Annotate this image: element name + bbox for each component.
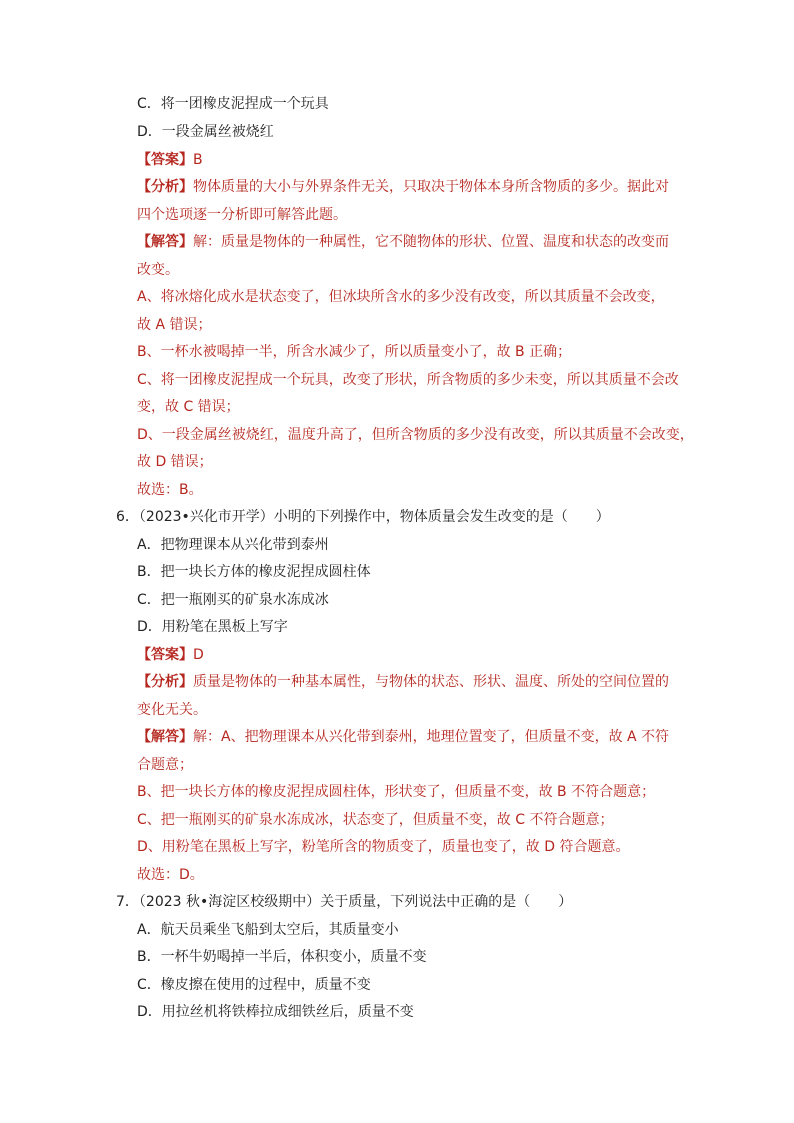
q6-solution-line-2: 合题意； [137, 757, 193, 773]
q7-stem: 7．（2023 秋•海淀区校级期中）关于质量，下列说法中正确的是（ ） [116, 894, 573, 910]
analysis-tag: 【分析】 [137, 674, 193, 690]
solution-tag: 【解答】 [137, 729, 193, 745]
q5-solution-line-1: 【解答】解：质量是物体的一种属性，它不随物体的形状、位置、温度和状态的改变而 [137, 234, 669, 250]
solution-tag: 【解答】 [137, 234, 193, 250]
q5-solution-a-2: 故 A 错误； [137, 317, 212, 333]
q5-solution-a-1: A、将冰熔化成水是状态变了，但冰块所含水的多少没有改变，所以其质量不会改变， [137, 289, 665, 305]
q5-option-c: C．将一团橡皮泥捏成一个玩具 [137, 96, 329, 112]
q6-choose: 故选：D。 [137, 867, 204, 883]
q5-option-d: D．一段金属丝被烧红 [137, 124, 274, 140]
q7-option-d: D．用拉丝机将铁棒拉成细铁丝后，质量不变 [137, 1004, 414, 1020]
answer-value: B [193, 152, 203, 168]
q7-option-a: A．航天员乘坐飞船到太空后，其质量变小 [137, 922, 399, 938]
q6-option-b: B．把一块长方体的橡皮泥捏成圆柱体 [137, 564, 371, 580]
q6-option-c: C．把一瓶刚买的矿泉水冻成冰 [137, 592, 329, 608]
q5-solution-b-1: B、一杯水被喝掉一半，所含水减少了，所以质量变小了，故 B 正确； [137, 344, 572, 360]
q6-stem: 6．（2023•兴化市开学）小明的下列操作中，物体质量会发生改变的是（ ） [116, 509, 610, 525]
q6-solution-d-1: D、用粉笔在黑板上写字，粉笔所含的物质变了，质量也变了，故 D 符合题意。 [137, 839, 630, 855]
analysis-tag: 【分析】 [137, 179, 193, 195]
q6-solution-b-1: B、把一块长方体的橡皮泥捏成圆柱体，形状变了，但质量不变，故 B 不符合题意； [137, 784, 656, 800]
q5-solution-d-2: 故 D 错误； [137, 454, 213, 470]
answer-tag: 【答案】 [137, 647, 193, 663]
answer-tag: 【答案】 [137, 152, 193, 168]
q5-analysis-line-2: 四个选项逐一分析即可解答此题。 [137, 207, 347, 223]
q5-analysis-line-1: 【分析】物体质量的大小与外界条件无关，只取决于物体本身所含物质的多少。据此对 [137, 179, 669, 195]
q6-solution-line-1: 【解答】解：A、把物理课本从兴化带到泰州，地理位置变了，但质量不变，故 A 不符 [137, 729, 670, 745]
q5-solution-line-2: 改变。 [137, 262, 179, 278]
q6-solution-c-1: C、把一瓶刚买的矿泉水冻成冰，状态变了，但质量不变，故 C 不符合题意； [137, 812, 614, 828]
answer-value: D [193, 647, 204, 663]
q5-answer [137, 151, 203, 169]
q7-option-b: B．一杯牛奶喝掉一半后，体积变小，质量不变 [137, 949, 427, 965]
q6-option-a: A．把物理课本从兴化带到泰州 [137, 537, 329, 553]
q5-solution-c-2: 变，故 C 错误； [137, 399, 240, 415]
q6-option-d: D．用粉笔在黑板上写字 [137, 619, 288, 635]
q5-solution-d-1: D、一段金属丝被烧红，温度升高了，但所含物质的多少没有改变，所以其质量不会改变， [137, 427, 694, 443]
q6-answer [137, 646, 204, 664]
q5-solution-c-1: C、将一团橡皮泥捏成一个玩具，改变了形状，所含物质的多少未变，所以其质量不会改 [137, 372, 679, 388]
q6-analysis-line-1: 【分析】质量是物体的一种基本属性，与物体的状态、形状、温度、所处的空间位置的 [137, 674, 669, 690]
q6-analysis-line-2: 变化无关。 [137, 702, 207, 718]
q5-choose: 故选：B。 [137, 482, 203, 498]
q7-option-c: C．橡皮擦在使用的过程中，质量不变 [137, 977, 371, 993]
